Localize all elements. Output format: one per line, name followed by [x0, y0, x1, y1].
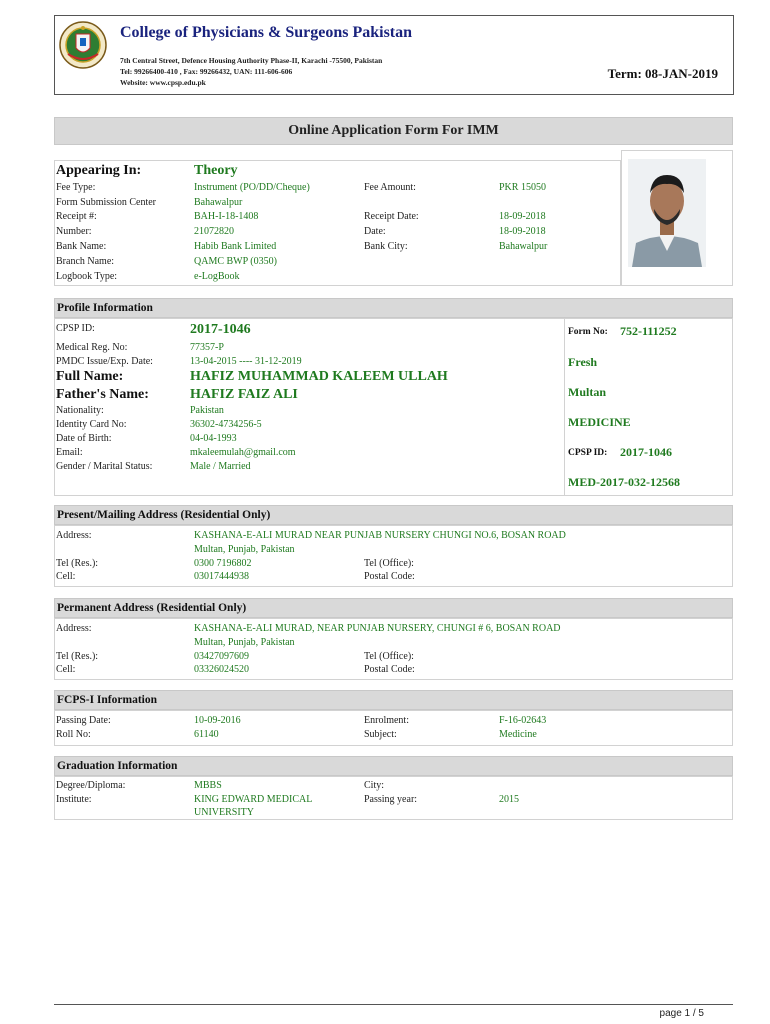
profile-heading: Profile Information	[54, 298, 733, 318]
permanent-tel-res-label: Tel (Res.):	[56, 651, 99, 662]
degree-value: MBBS	[194, 780, 222, 791]
form-no-label: Form No:	[568, 327, 608, 337]
present-address-line1: KASHANA-E-ALI MURAD NEAR PUNJAB NURSERY CHUNGI NO.6, BOSAN ROAD	[194, 530, 566, 541]
fee-type-value: Instrument (PO/DD/Cheque)	[194, 182, 310, 193]
permanent-cell-value: 03326024520	[194, 664, 249, 675]
present-postal-label: Postal Code:	[364, 571, 415, 582]
present-tel-res-value: 0300 7196802	[194, 558, 252, 569]
roll-no-value: 61140	[194, 729, 219, 740]
med-reg-value: 77357-P	[190, 342, 224, 353]
permanent-tel-office-label: Tel (Office):	[364, 651, 414, 662]
institute-label: Institute:	[56, 794, 92, 805]
passing-date-value: 10-09-2016	[194, 715, 241, 726]
permanent-address-heading: Permanent Address (Residential Only)	[54, 598, 733, 618]
profile-right-column	[564, 318, 733, 496]
email-value: mkaleemulah@gmail.com	[190, 447, 296, 458]
logbook-value: e-LogBook	[194, 271, 240, 282]
identity-value: 36302-4734256-5	[190, 419, 262, 430]
gender-value: Male / Married	[190, 461, 251, 472]
full-name-label: Full Name:	[56, 369, 124, 384]
bank-city-label: Bank City:	[364, 241, 408, 252]
institute-value-line1: KING EDWARD MEDICAL	[194, 794, 313, 805]
gender-label: Gender / Marital Status:	[56, 461, 153, 472]
logbook-label: Logbook Type:	[56, 271, 118, 282]
footer-divider	[54, 1004, 733, 1005]
degree-label: Degree/Diploma:	[56, 780, 126, 791]
father-name-label: Father's Name:	[56, 387, 149, 402]
permanent-address-label: Address:	[56, 623, 92, 634]
submission-center-label: Form Submission Center	[56, 197, 157, 208]
subject-value: Medicine	[499, 729, 537, 740]
right-cpsp-id-value: 2017-1046	[620, 445, 672, 459]
page-number: page 1 / 5	[659, 1008, 704, 1019]
applicant-faculty: MEDICINE	[568, 415, 631, 429]
present-cell-label: Cell:	[56, 571, 76, 582]
full-name-value: HAFIZ MUHAMMAD KALEEM ULLAH	[190, 369, 448, 384]
cpsp-id-value: 2017-1046	[190, 322, 251, 337]
cpsp-crest-logo	[58, 20, 108, 70]
fee-type-label: Fee Type:	[56, 182, 96, 193]
branch-label: Branch Name:	[56, 256, 115, 267]
permanent-cell-label: Cell:	[56, 664, 76, 675]
submission-center-value: Bahawalpur	[194, 197, 243, 208]
permanent-address-line2: Multan, Punjab, Pakistan	[194, 637, 295, 648]
institution-title: College of Physicians & Surgeons Pakistan	[120, 24, 413, 41]
present-address-line2: Multan, Punjab, Pakistan	[194, 544, 295, 555]
med-reg-label: Medical Reg. No:	[56, 342, 128, 353]
passing-date-label: Passing Date:	[56, 715, 111, 726]
identity-label: Identity Card No:	[56, 419, 127, 430]
institution-address: 7th Central Street, Defence Housing Authority Phase-II, Karachi -75500, Pakistan	[120, 56, 383, 65]
appearing-in-value: Theory	[194, 163, 238, 178]
subject-label: Subject:	[364, 729, 397, 740]
institution-phones: Tel: 99266400-410 , Fax: 99266432, UAN: 111-606-606	[120, 67, 293, 76]
applicant-code: MED-2017-032-12568	[568, 475, 680, 489]
enrolment-value: F-16-02643	[499, 715, 547, 726]
permanent-address-line1: KASHANA-E-ALI MURAD, NEAR PUNJAB NURSERY, CHUNGI # 6, BOSAN ROAD	[194, 623, 561, 634]
date-label: Date:	[364, 226, 386, 237]
applicant-status: Fresh	[568, 355, 598, 369]
email-label: Email:	[56, 447, 83, 458]
cpsp-id-label: CPSP ID:	[56, 323, 95, 334]
bank-city-value: Bahawalpur	[499, 241, 548, 252]
roll-no-label: Roll No:	[56, 729, 91, 740]
institute-value-line2: UNIVERSITY	[194, 807, 254, 818]
form-no-value: 752-111252	[620, 324, 677, 338]
pmdc-value: 13-04-2015 ---- 31-12-2019	[190, 356, 302, 367]
present-cell-value: 03017444938	[194, 571, 249, 582]
fee-amount-value: PKR 15050	[499, 182, 546, 193]
passing-year-label: Passing year:	[364, 794, 418, 805]
passing-year-value: 2015	[499, 794, 519, 805]
dob-label: Date of Birth:	[56, 433, 112, 444]
applicant-photo	[628, 159, 706, 267]
fcps-heading: FCPS-I Information	[54, 690, 733, 710]
receipt-date-value: 18-09-2018	[499, 211, 546, 222]
number-label: Number:	[56, 226, 92, 237]
present-address-heading: Present/Mailing Address (Residential Only)	[54, 505, 733, 525]
bank-name-value: Habib Bank Limited	[194, 241, 277, 252]
right-cpsp-id-label: CPSP ID:	[568, 448, 608, 458]
bank-name-label: Bank Name:	[56, 241, 107, 252]
appearing-in-label: Appearing In:	[56, 163, 142, 178]
receipt-date-label: Receipt Date:	[364, 211, 419, 222]
present-address-label: Address:	[56, 530, 92, 541]
receipt-value: BAH-I-18-1408	[194, 211, 259, 222]
dob-value: 04-04-1993	[190, 433, 237, 444]
receipt-label: Receipt #:	[56, 211, 97, 222]
father-name-value: HAFIZ FAIZ ALI	[190, 387, 298, 402]
present-tel-res-label: Tel (Res.):	[56, 558, 99, 569]
institution-website[interactable]: Website: www.cpsp.edu.pk	[120, 78, 206, 87]
term-date: Term: 08-JAN-2019	[607, 66, 718, 81]
enrolment-label: Enrolment:	[364, 715, 409, 726]
grad-city-label: City:	[364, 780, 385, 791]
graduation-heading: Graduation Information	[54, 756, 733, 776]
nationality-label: Nationality:	[56, 405, 104, 416]
applicant-city: Multan	[568, 385, 607, 399]
branch-value: QAMC BWP (0350)	[194, 256, 277, 267]
pmdc-label: PMDC Issue/Exp. Date:	[56, 356, 153, 367]
present-tel-office-label: Tel (Office):	[364, 558, 414, 569]
number-value: 21072820	[194, 226, 234, 237]
permanent-tel-res-value: 03427097609	[194, 651, 249, 662]
fee-amount-label: Fee Amount:	[364, 182, 416, 193]
date-value: 18-09-2018	[499, 226, 546, 237]
form-title: Online Application Form For IMM	[54, 117, 733, 145]
nationality-value: Pakistan	[190, 405, 224, 416]
permanent-postal-label: Postal Code:	[364, 664, 415, 675]
